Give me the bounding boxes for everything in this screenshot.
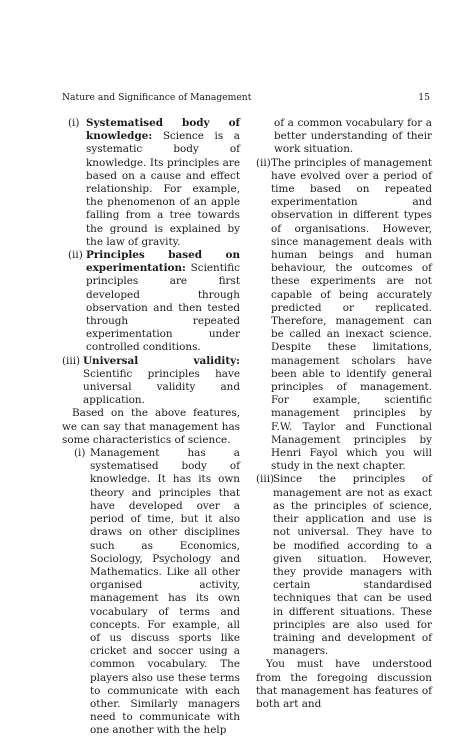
list-item — [62, 355, 240, 408]
item-number: (ii) — [68, 249, 83, 262]
chapter-title: Nature and Significance of Management — [62, 92, 252, 103]
right-column — [256, 117, 432, 711]
body-paragraph: You must have understood from the foregoing discussion that management has features of both art and — [256, 658, 432, 710]
item-number: (iii) — [256, 473, 275, 486]
item-body: Scientific principles have universal validity and application. — [83, 367, 240, 407]
item-number: (iii) — [62, 354, 81, 367]
running-header — [62, 92, 430, 103]
item-body: Since the principles of management are not as exact as the principles of science, their application and use is not universal. They have to be modified according to a given situation. However, they provide managers with certain standardised techniques that can be used in different situations. These principles are also used for training and development of managers. — [273, 473, 432, 658]
item-heading: Systematised body of knowledge: — [86, 117, 240, 143]
list-item — [62, 249, 240, 355]
list-item — [62, 447, 240, 737]
continued-text: of a common vocabulary for a better understanding of their work situation. — [274, 117, 432, 156]
item-text — [86, 249, 240, 355]
item-heading: Principles based on experimentation: — [86, 249, 240, 275]
page-number: 15 — [418, 92, 430, 103]
list-item — [256, 157, 432, 474]
item-body: The principles of management have evolved over a period of time based on repeated experimentation and observation in different types of organisations. However, since management deals with human beings and human behaviour, the outcomes of these experiments are not capable of being accurately predicted or replicated. Therefore, management can be called an inexact science. Despite these limitations, management scholars have been able to identify general principles of management. For example, scientific management principles by F.W. Taylor and Functional Management principles by Henri Fayol which you will study in the next chapter. — [271, 156, 432, 473]
item-body: Science is a systematic body of knowledge. Its principles are based on a cause and effect relationship. For example, the phenomenon of an apple falling from a tree towards the ground is explained by the law of gravity. — [86, 130, 240, 248]
item-text — [86, 117, 240, 249]
list-item — [256, 473, 432, 658]
item-number: (i) — [68, 117, 80, 129]
item-body: Scientific principles are first developed through observation and then tested through repeated experimentation under controlled conditions. — [86, 262, 240, 354]
item-text — [83, 355, 240, 408]
item-number: (i) — [74, 447, 86, 460]
list-item — [62, 117, 240, 249]
item-number: (ii) — [256, 156, 271, 169]
item-body: Management has a systematised body of knowledge. It has its own theory and principles that have developed over a period of time, but it also draws on other disciplines such as Economics, Sociology, Psychology and Mathematics. Like all other organised activity, management has its own vocabulary of terms and concepts. For example, all of us discuss sports like cricket and soccer using a common vocabulary. The players also use these terms to communicate with each other. Similarly managers need to communicate with one another with the help — [90, 447, 240, 737]
left-column — [62, 117, 240, 738]
item-heading: Universal validity: — [83, 354, 240, 367]
body-paragraph: Based on the above features, we can say that management has some characteristics of science. — [62, 407, 240, 446]
